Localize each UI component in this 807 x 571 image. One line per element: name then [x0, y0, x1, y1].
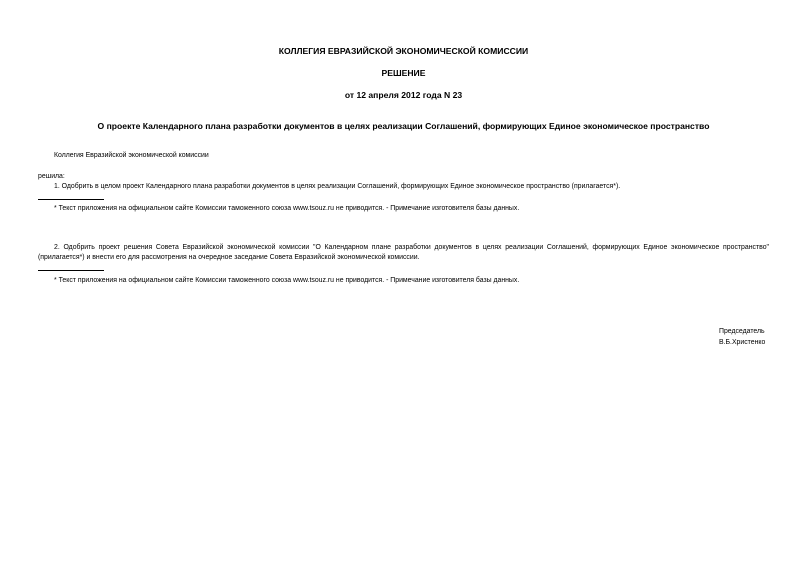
footnote-divider-2: [38, 270, 104, 271]
footnote-1: * Текст приложения на официальном сайте Комиссии таможенного союза www.tsouz.ru не приводится. - Примечание изготовителя базы данных.: [54, 205, 520, 212]
item-1: 1. Одобрить в целом проект Календарного плана разработки документов в целях реализации Соглашений, формирующих Единое экономическое пространство (прилагается*).: [54, 183, 621, 190]
signatory-title: Председатель: [719, 328, 765, 335]
preamble: Коллегия Евразийской экономической комиссии: [54, 152, 209, 159]
decided-label: решила:: [38, 173, 65, 180]
document-type: РЕШЕНИЕ: [381, 68, 426, 78]
footnote-divider-1: [38, 199, 104, 200]
signatory-name: В.Б.Христенко: [719, 339, 766, 346]
organization-title: КОЛЛЕГИЯ ЕВРАЗИЙСКОЙ ЭКОНОМИЧЕСКОЙ КОМИССИИ: [278, 46, 529, 56]
footnote-2: * Текст приложения на официальном сайте Комиссии таможенного союза www.tsouz.ru не приводится. - Примечание изготовителя базы данных.: [54, 277, 520, 284]
document-subject: О проекте Календарного плана разработки документов в целях реализации Соглашений, формирующих Единое экономическое пространство: [97, 121, 710, 131]
item-2: 2. Одобрить проект решения Совета Евразийской экономической комиссии "О Календарном плане разработки документов в целях реализации Соглашений, формирующих Единое экономическое пространство" (прилагается*) и внести его для рассмотрения на очередное заседание Совета Евразийской экономической комиссии.: [38, 244, 769, 261]
document-date-number: от 12 апреля 2012 года N 23: [344, 90, 463, 100]
